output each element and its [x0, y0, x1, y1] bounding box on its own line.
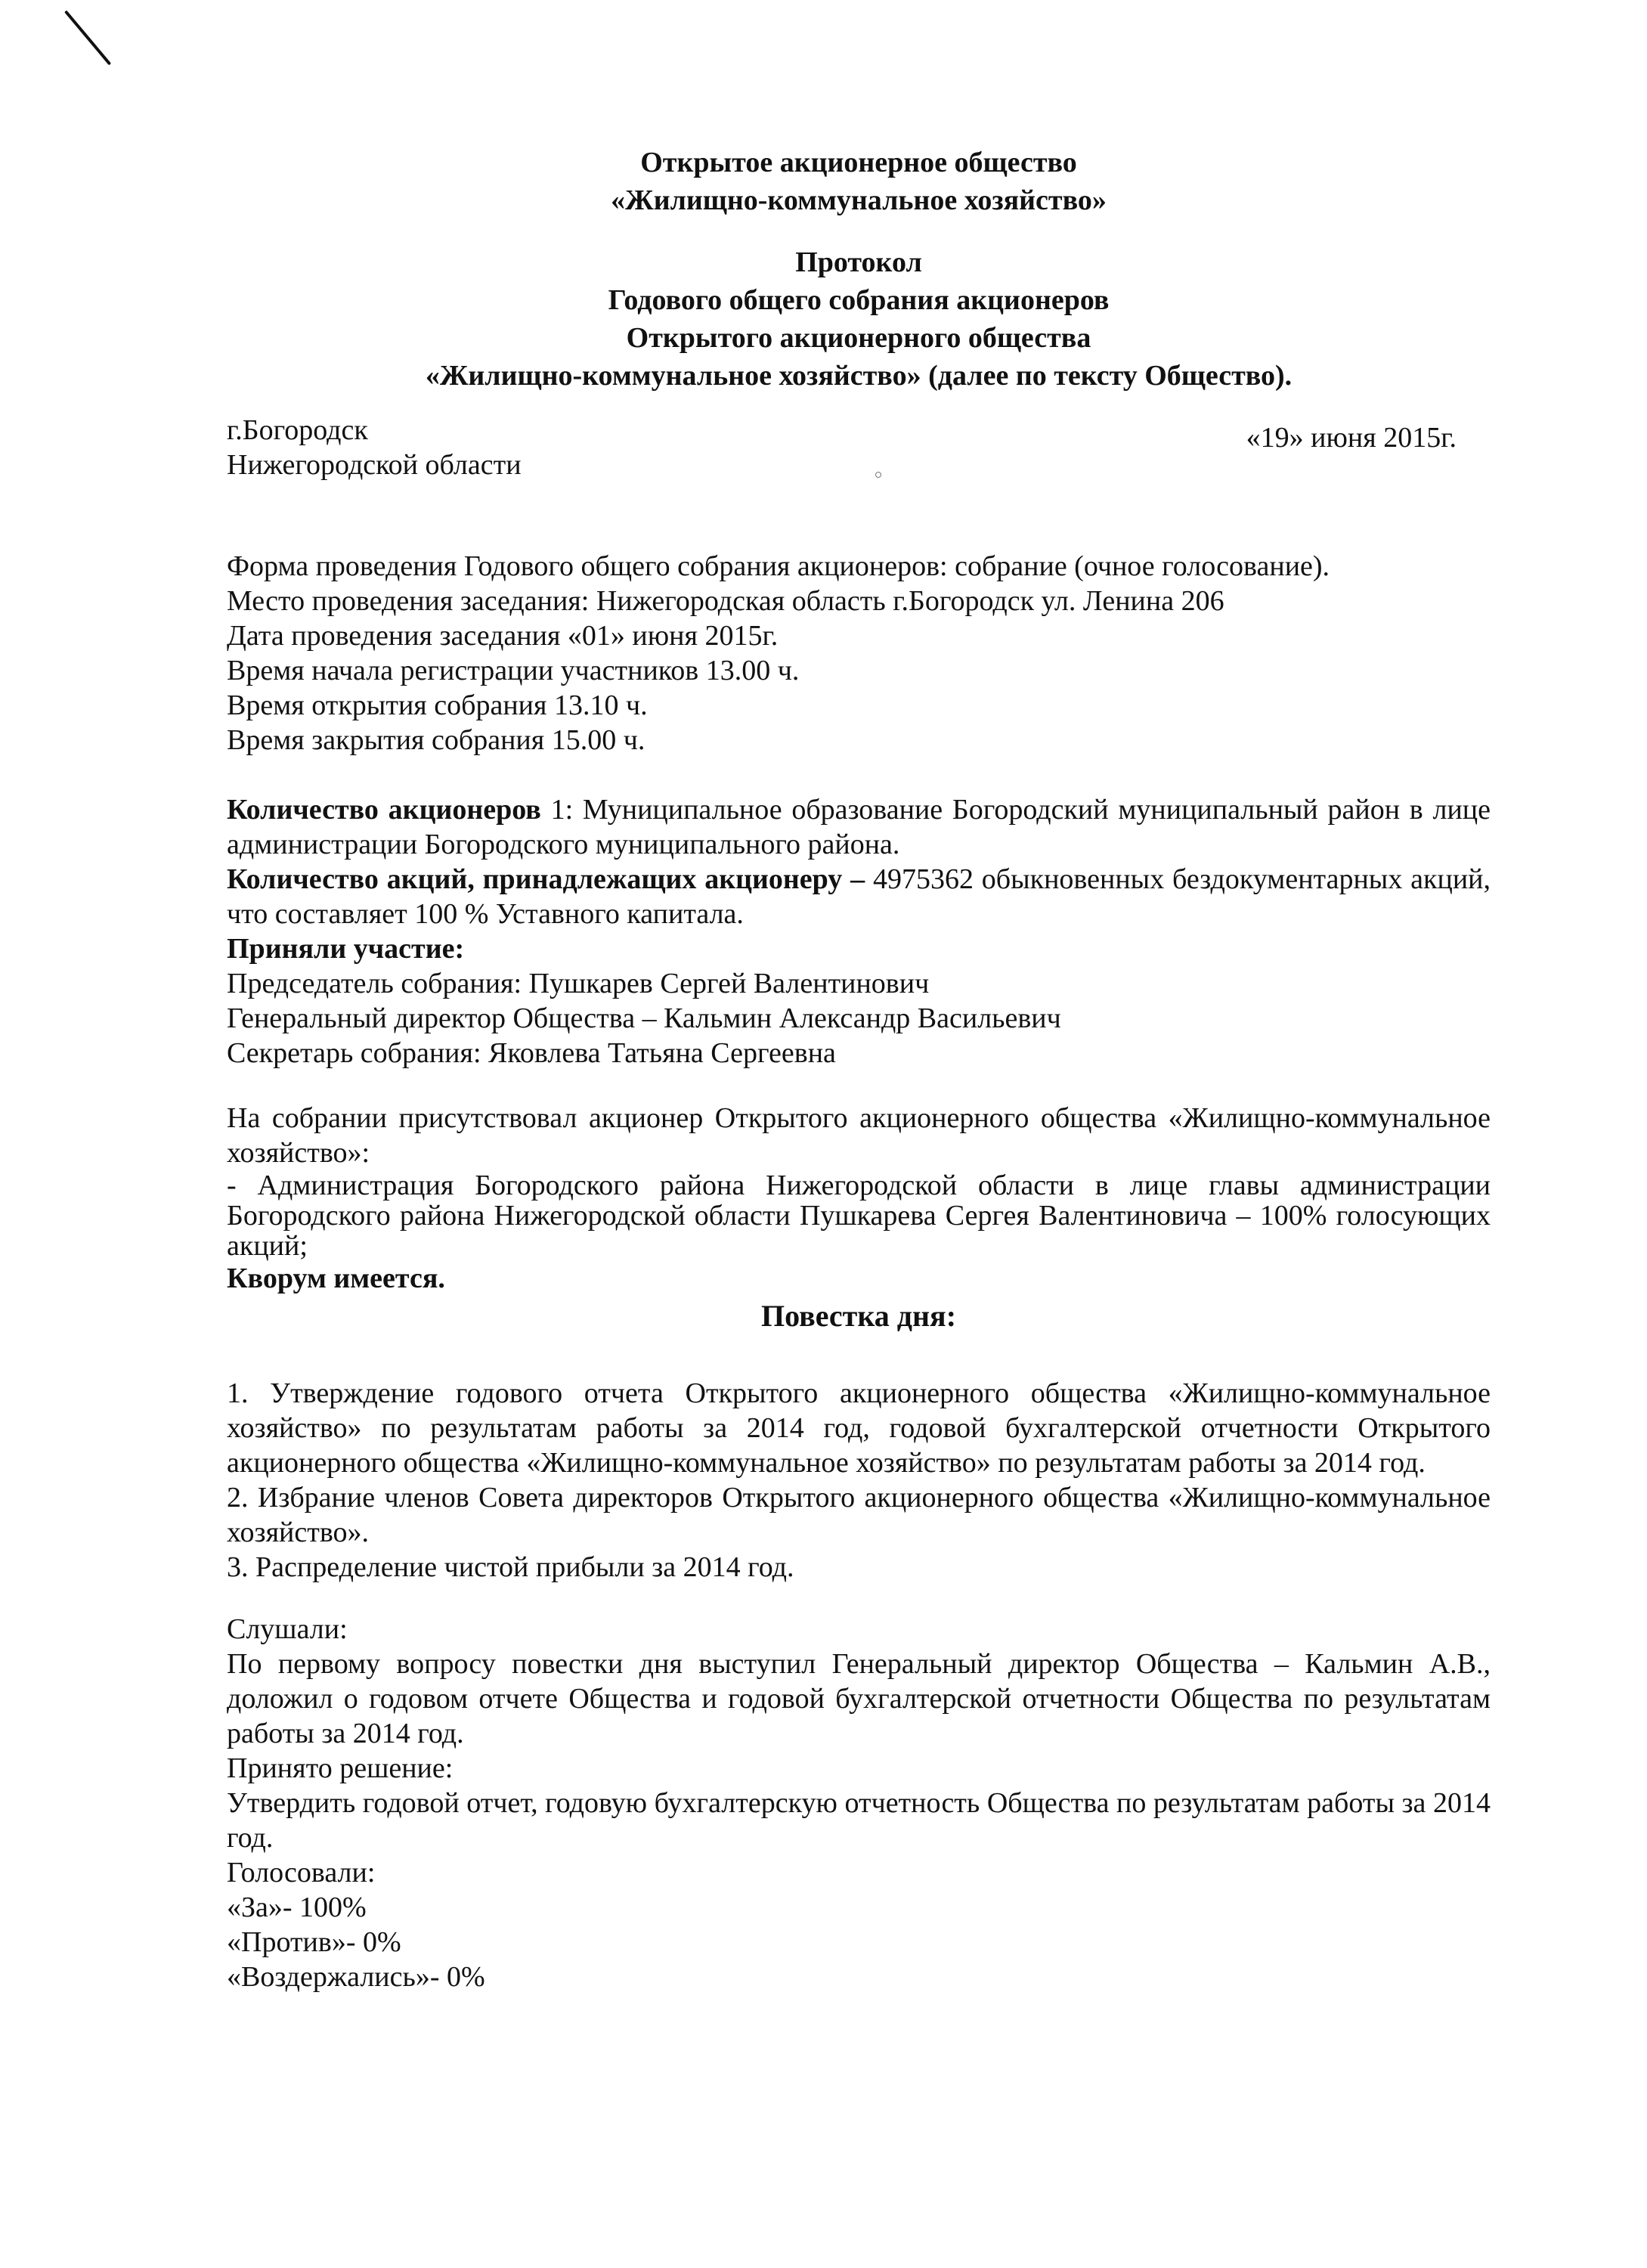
pen-stroke-mark — [64, 10, 111, 65]
agenda-item-2: 2. Избрание членов Совета директоров Открытого акционерного общества «Жилищно-коммунальное хозяйство». — [227, 1482, 1491, 1548]
attendance-item: - Администрация Богородского района Нижегородской области в лице главы администрации Богородского района Нижегородской области Пушкарева Сергея Валентиновича – 100% голосующих акций; — [227, 1170, 1491, 1262]
company-line-2: «Жилищно-коммунальное хозяйство» — [611, 184, 1107, 216]
discussion-block — [227, 1612, 1491, 1994]
closing-time: Время закрытия собрания 15.00 ч. — [227, 724, 645, 756]
company-line-1: Открытое акционерное общество — [640, 147, 1077, 178]
protocol-subtitle-3: «Жилищно-коммунальное хозяйство» (далее по тексту Общество). — [425, 360, 1293, 392]
shareholders-count-label: Количество акционеров — [227, 794, 541, 826]
meeting-date: Дата проведения заседания «01» июня 2015г. — [227, 620, 779, 652]
shareholders-count — [227, 792, 1491, 862]
attendance-block — [227, 1101, 1491, 1296]
protocol-subtitle-2: Открытого акционерного общества — [626, 322, 1091, 354]
heard-text: По первому вопросу повестки дня выступил Генеральный директор Общества – Кальмин А.В., доложил о годовом отчете Общества и годовой бухгалтерской отчетности Общества по результатам работы за 2014 год. — [227, 1648, 1491, 1749]
meeting-location: Место проведения заседания: Нижегородская область г.Богородск ул. Ленина 206 — [227, 585, 1224, 617]
decision-text: Утвердить годовой отчет, годовую бухгалтерскую отчетность Общества по результатам работы за 2014 год. — [227, 1787, 1491, 1854]
place-block — [227, 413, 522, 482]
protocol-subtitle-1: Годового общего собрания акционеров — [608, 284, 1110, 316]
participants-title-text: Приняли участие: — [227, 933, 465, 965]
shareholders-count-text: 1: Муниципальное образование Богородский муниципальный район в лице администрации Богородского муниципального района. — [227, 794, 1491, 860]
document-date: «19» июня 2015г. — [1246, 422, 1457, 454]
vote-against: «Против»- 0% — [227, 1926, 401, 1958]
attendance-intro: На собрании присутствовал акционер Открытого акционерного общества «Жилищно-коммунальное хозяйство»: — [227, 1102, 1491, 1169]
shareholders-block — [227, 792, 1491, 1070]
protocol-header — [227, 243, 1491, 395]
participant-chairman: Председатель собрания: Пушкарев Сергей Валентинович — [227, 968, 930, 999]
protocol-title: Протокол — [795, 246, 922, 278]
opening-time: Время открытия собрания 13.10 ч. — [227, 689, 648, 721]
region: Нижегородской области — [227, 449, 522, 481]
shares-count-text: 4975362 обыкновенных бездокументарных акций, что составляет 100 % Уставного капитала. — [227, 863, 1491, 930]
shares-count — [227, 862, 1491, 931]
agenda-item-1: 1. Утверждение годового отчета Открытого акционерного общества «Жилищно-коммунальное хозяйство» по результатам работы за 2014 год, годовой бухгалтерской отчетности Открытого акционерного общества «Жилищно-коммунальное хозяйство» по результатам работы за 2014 год. — [227, 1377, 1491, 1479]
agenda-items — [227, 1376, 1491, 1585]
meeting-form: Форма проведения Годового общего собрания акционеров: собрание (очное голосование). — [227, 550, 1330, 582]
registration-time: Время начала регистрации участников 13.00 ч. — [227, 655, 800, 686]
quorum-statement — [227, 1261, 1491, 1296]
agenda-block — [227, 1299, 1491, 1334]
quorum-text: Кворум имеется. — [227, 1263, 445, 1294]
participants-title — [227, 931, 1491, 966]
decision-label: Принято решение: — [227, 1752, 454, 1784]
scan-speck — [875, 472, 881, 478]
voted-label: Голосовали: — [227, 1857, 376, 1888]
vote-for: «За»- 100% — [227, 1892, 367, 1923]
participant-secretary: Секретарь собрания: Яковлева Татьяна Сергеевна — [227, 1037, 836, 1069]
meeting-info — [227, 549, 1491, 758]
company-header — [227, 144, 1491, 219]
city: г.Богородск — [227, 414, 368, 446]
heard-label: Слушали: — [227, 1613, 348, 1645]
participant-director: Генеральный директор Общества – Кальмин Александр Васильевич — [227, 1002, 1061, 1034]
shares-count-label: Количество акций, принадлежащих акционеру – — [227, 863, 865, 895]
agenda-title: Повестка дня: — [760, 1299, 957, 1333]
vote-abstain: «Воздержались»- 0% — [227, 1961, 485, 1993]
agenda-item-3: 3. Распределение чистой прибыли за 2014 год. — [227, 1551, 794, 1583]
